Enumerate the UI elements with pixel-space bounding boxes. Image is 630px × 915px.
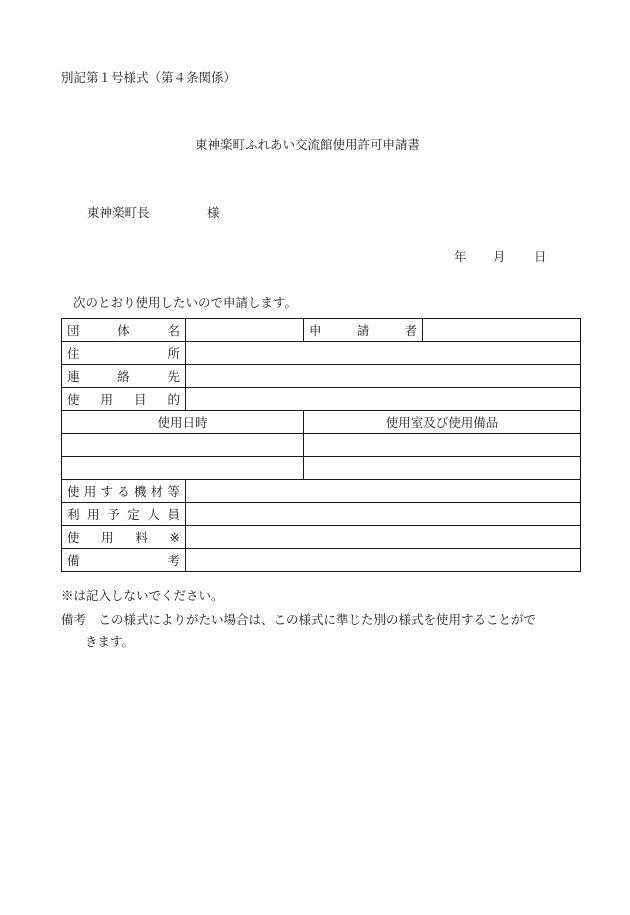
application-form-table [61,318,581,572]
form-row-usage-2 [62,457,581,480]
form-row-usage-1 [62,434,581,457]
date-day-label: 日 [534,249,547,264]
form-row-address [62,342,581,365]
date-month-label: 月 [493,249,506,264]
form-title: 東神楽町ふれあい交流館使用許可申請書 [195,137,421,152]
remarks-note-line1: 備考 この様式によりがたい場合は、この様式に準じた別の様式を使用することがで [61,612,537,627]
contact-field[interactable] [186,365,581,388]
attendees-label: 利 用 予 定 人 員 [62,503,186,526]
form-row-contact [62,365,581,388]
applicant-label: 申 請 者 [304,319,423,342]
fee-label: 使 用 料 ※ [62,526,186,549]
usage-datetime-header: 使用日時 [62,411,304,434]
form-row-purpose [62,388,581,411]
remarks-label: 備 考 [62,549,186,572]
usage-datetime-field[interactable] [62,434,304,457]
form-row-equipment [62,480,581,503]
honorific: 様 [207,205,220,220]
group-name-field[interactable] [186,319,304,342]
form-row-attendees [62,503,581,526]
address-label: 住 所 [62,342,186,365]
rooms-equipment-header: 使用室及び使用備品 [304,411,581,434]
applicant-field[interactable] [423,319,581,342]
equipment-field[interactable] [186,480,581,503]
purpose-label: 使 用 目 的 [62,388,186,411]
remarks-note-line2: きます。 [85,634,135,649]
fee-field[interactable] [186,526,581,549]
form-row-group [62,319,581,342]
rooms-equipment-field[interactable] [304,434,581,457]
form-number: 別記第１号様式（第４条関係） [61,70,237,85]
usage-datetime-field[interactable] [62,457,304,480]
intro-text: 次のとおり使用したいので申請します。 [73,295,298,310]
date-year-label: 年 [454,249,467,264]
attendees-field[interactable] [186,503,581,526]
equipment-label: 使 用 す る 機 材 等 [62,480,186,503]
rooms-equipment-field[interactable] [304,457,581,480]
addressee: 東神楽町長 [87,205,150,220]
contact-label: 連 絡 先 [62,365,186,388]
form-row-usage-header [62,411,581,434]
form-row-remarks [62,549,581,572]
mark-note: ※は記入しないでください。 [61,588,224,603]
group-name-label: 団 体 名 [62,319,186,342]
form-row-fee [62,526,581,549]
remarks-field[interactable] [186,549,581,572]
purpose-field[interactable] [186,388,581,411]
address-field[interactable] [186,342,581,365]
